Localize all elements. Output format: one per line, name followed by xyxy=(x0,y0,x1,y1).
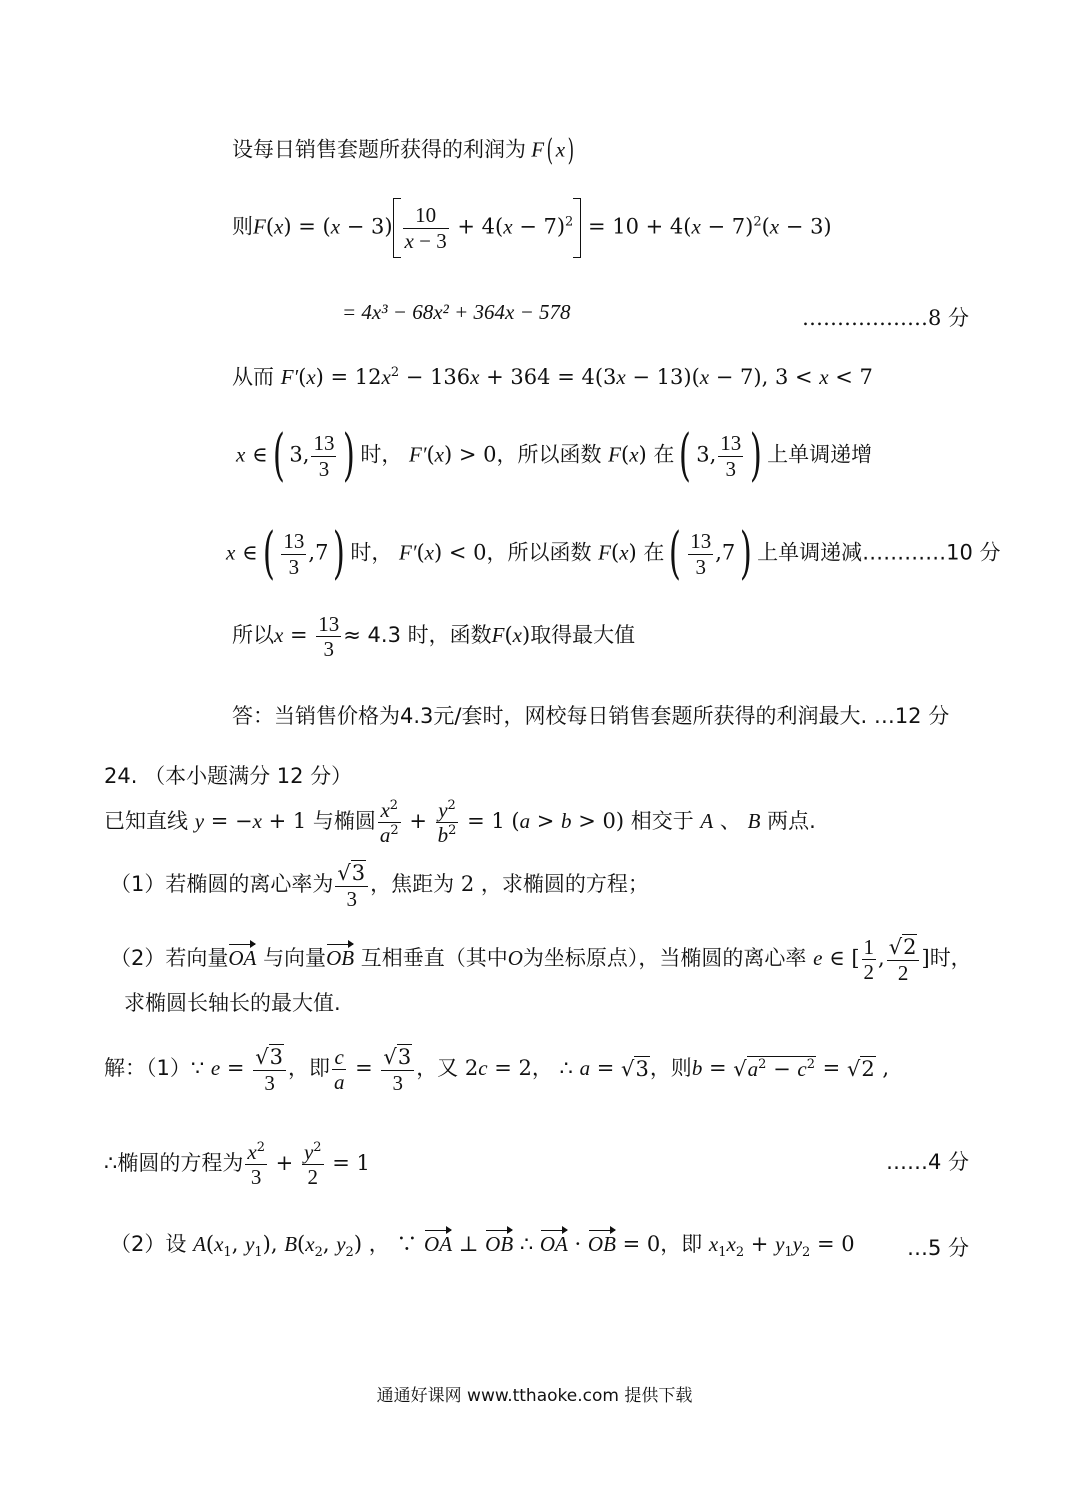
score-5: …5 分 xyxy=(906,1236,969,1260)
so-function-label: ，所以函数 xyxy=(496,442,602,467)
line-maximum: 所以x = $\frac{13}{3}$ ≈ 4.3 时，函数F(x)取得最大值 xyxy=(232,612,636,662)
line-profit-def: 设每日销售套题所获得的利润为 F( x) xyxy=(232,133,575,168)
answer-line: 答：当销售价格为4.3元/套时，网校每日销售套题所获得的利润最大. …12 分 xyxy=(232,704,950,728)
p2-c: 互相垂直（其中 xyxy=(360,945,508,970)
therefore-label: 所以 xyxy=(232,623,274,648)
stem-a: 已知直线 xyxy=(104,809,188,834)
q24-part1: （1）若椭圆的离心率为 $\frac{√3}{3}$ ，焦距为 2 ，求椭圆的方程； xyxy=(110,861,649,911)
so-function-label-2: ，所以函数 xyxy=(486,540,592,565)
score-4: ……4 分 xyxy=(885,1150,969,1174)
line-polynomial xyxy=(342,302,571,323)
left-bracket xyxy=(393,198,401,258)
line-derivative: 从而 $F'(x) = 12x^2 - 136x + 364 = 4(3x - 13)(x - 7)$, 3 < x < 7 xyxy=(232,365,873,389)
vector-OB: OB xyxy=(326,945,355,970)
increasing-label: 上单调递增 xyxy=(767,442,873,467)
p1-a: （1）若椭圆的离心率为 xyxy=(110,871,334,896)
stem-b: 与椭圆 xyxy=(312,809,376,834)
approx-label: ≈ 4.3 时，函数 xyxy=(343,623,492,648)
p2-e: 时， xyxy=(929,945,972,970)
decreasing-label: 上单调递减…………10 分 xyxy=(757,540,1001,565)
solution-line3: （2）设 $A(x_1$, $y_1$), $B(x_2$, $y_2$) ， ∵ OA ⊥ OB ∴ OA · OB = 0，即 $x_1x_2 + y_1y_2 = 0$ xyxy=(110,1232,855,1261)
s3-a: （2）设 xyxy=(110,1232,187,1256)
right-bracket xyxy=(573,198,581,258)
q24-part2: （2）若向量OA 与向量OB 互相垂直（其中O为坐标原点），当椭圆的离心率 e ∈ [ $\frac{1}{2}$ , $\frac{√2}{2}$ ]时， xyxy=(110,934,972,985)
vector-OA: OA xyxy=(228,945,257,970)
thus-label: 从而 xyxy=(232,365,274,389)
max-label: 取得最大值 xyxy=(530,623,636,648)
line-F-expression: 则F(x) = (x − 3) $\frac{10}{x - 3}$ + $4(x - 7)^2 = 10 + 4(x - 7)^2(x - 3)$ xyxy=(232,198,832,258)
q24-header: 24. （本小题满分 12 分） xyxy=(104,764,353,788)
solution-line2: ∴椭圆的方程为 $\frac{x^2}{3}$ + $\frac{y^2}{2}$ = 1 xyxy=(104,1140,370,1190)
line-decreasing: x ∈( $\frac{13}{3}$ ,7) 时， F′(x) < 0，所以函数 F(x) 在( $\frac{13}{3}$ ,7) 上单调递减…………10 分 xyxy=(226,521,1001,586)
then-label: 则 xyxy=(232,214,253,239)
line-increasing: x ∈( 3, $\frac{13}{3}$ ) 时， F′(x) > 0，所以函数 F(x) 在( 3, $\frac{13}{3}$ ) 上单调递增 xyxy=(236,423,873,488)
s2-a: ∴椭圆的方程为 xyxy=(104,1151,244,1176)
on-label-2: 在 xyxy=(643,540,665,565)
p1-b: ，焦距为 xyxy=(370,871,455,896)
q24-part2-cont: 求椭圆长轴长的最大值. xyxy=(124,991,341,1015)
stem-d: 两点. xyxy=(767,809,816,834)
q24-stem: 已知直线 y = −x + 1 与椭圆 $\frac{x^2}{a^2}$ + $\frac{y^2}{b^2}$ = 1 (a > b > 0) 相交于 A 、 B 两点. xyxy=(104,798,816,848)
profit-def-text: 设每日销售套题所获得的利润为 xyxy=(232,137,526,162)
s1-d: ， xyxy=(531,1055,553,1080)
s1-a: 解：（1） xyxy=(104,1055,191,1080)
p2-b: 与向量 xyxy=(263,945,327,970)
stem-c: 相交于 xyxy=(630,809,694,834)
p2-d: 为坐标原点），当椭圆的离心率 xyxy=(522,945,807,970)
score-8: ………………8 分 xyxy=(801,306,969,330)
on-label: 在 xyxy=(653,442,675,467)
s1-e: ，则 xyxy=(649,1055,692,1080)
s1-b: ，即 xyxy=(287,1055,330,1080)
polynomial-expr: = 4x³ − 68x² + 364x − 578 xyxy=(342,300,571,324)
s1-c: ，又 xyxy=(416,1055,459,1080)
p1-c: ，求椭圆的方程； xyxy=(480,871,649,896)
p2-a: （2）若向量 xyxy=(110,945,229,970)
s3-b: ，即 xyxy=(660,1232,703,1256)
when-label-2: 时， xyxy=(350,540,393,565)
solution-line1: 解：（1）∵ e = $\frac{√3}{3}$ ，即 $\frac{c}{a}$ = $\frac{√3}{3}$ ，又 2c = 2， ∴ a = √3，则$b = √a^2 - c^2 = √2$ , xyxy=(104,1044,890,1095)
frac-10-over-x-3: $\frac{10}{x - 3}$ xyxy=(404,203,447,253)
footer-text: 通通好课网 www.tthaoke.com 提供下载 xyxy=(376,1386,693,1406)
when-label: 时， xyxy=(360,442,403,467)
